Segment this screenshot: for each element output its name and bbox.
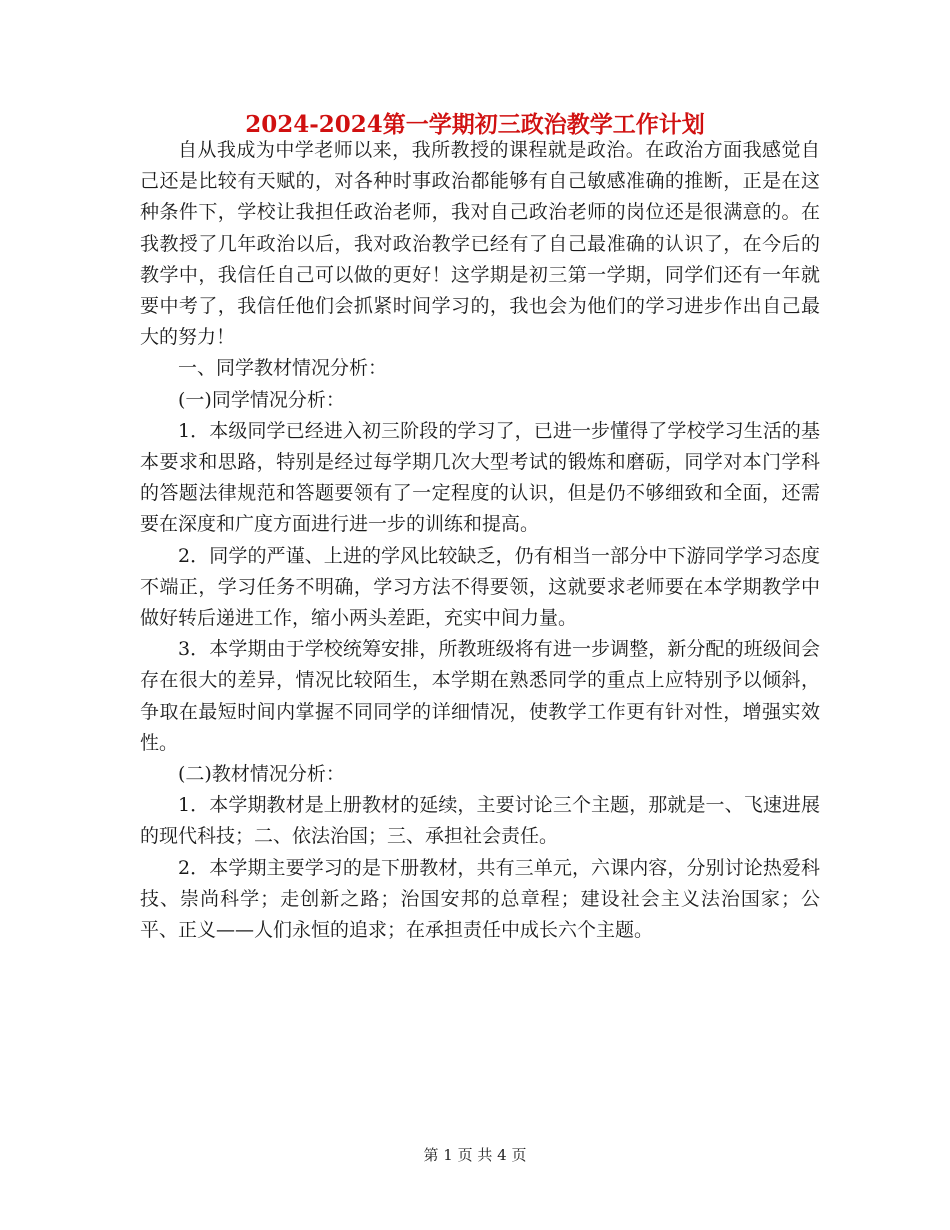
subsection-heading-students: (一)同学情况分析： (178, 388, 345, 411)
document-body (140, 135, 820, 946)
subsection-heading-textbook: (二)教材情况分析： (178, 763, 345, 786)
student-analysis-item-3: 3．本学期由于学校统筹安排，所教班级将有进一步调整，新分配的班级间会存在很大的差异，情况比较陌生，本学期在熟悉同学的重点上应特别予以倾斜，争取在最短时间内掌握不同同学的详细情况，使教学工作更有针对性，增强实效性。 (140, 638, 820, 754)
student-analysis-item-1: 1．本级同学已经进入初三阶段的学习了，已进一步懂得了学校学习生活的基本要求和思路，特别是经过每学期几次大型考试的锻炼和磨砺，同学对本门学科的答题法律规范和答题要领有了一定程度的认识，但是仍不够细致和全面，还需要在深度和广度方面进行进一步的训练和提高。 (140, 419, 820, 536)
page-number-footer: 第 1 页 共 4 页 (423, 1146, 527, 1164)
student-analysis-item-2: 2．同学的严谨、上进的学风比较缺乏，仍有相当一部分中下游同学学习态度不端正，学习任务不明确，学习方法不得要领，这就要求老师要在本学期教学中做好转后递进工作，缩小两头差距，充实中间力量。 (140, 544, 820, 630)
intro-paragraph: 自从我成为中学老师以来，我所教授的课程就是政治。在政治方面我感觉自己还是比较有天赋的，对各种时事政治都能够有自己敏感准确的推断，正是在这种条件下，学校让我担任政治老师，我对自己政治老师的岗位还是很满意的。在我教授了几年政治以后，我对政治教学已经有了自己最准确的认识了，在今后的教学中，我信任自己可以做的更好！这学期是初三第一学期，同学们还有一年就要中考了，我信任他们会抓紧时间学习的，我也会为他们的学习进步作出自己最大的努力！ (140, 139, 820, 349)
textbook-analysis-item-2: 2．本学期主要学习的是下册教材，共有三单元，六课内容，分别讨论热爱科技、崇尚科学；走创新之路；治国安邦的总章程；建设社会主义法治国家；公平、正义——人们永恒的追求；在承担责任中成长六个主题。 (140, 856, 820, 942)
document-title: 2024-2024第一学期初三政治教学工作计划 (245, 111, 705, 138)
section-heading-1: 一、同学教材情况分析： (178, 357, 388, 380)
textbook-analysis-item-1: 1．本学期教材是上册教材的延续，主要讨论三个主题，那就是一、飞速进展的现代科技；二、依法治国；三、承担社会责任。 (140, 794, 820, 848)
